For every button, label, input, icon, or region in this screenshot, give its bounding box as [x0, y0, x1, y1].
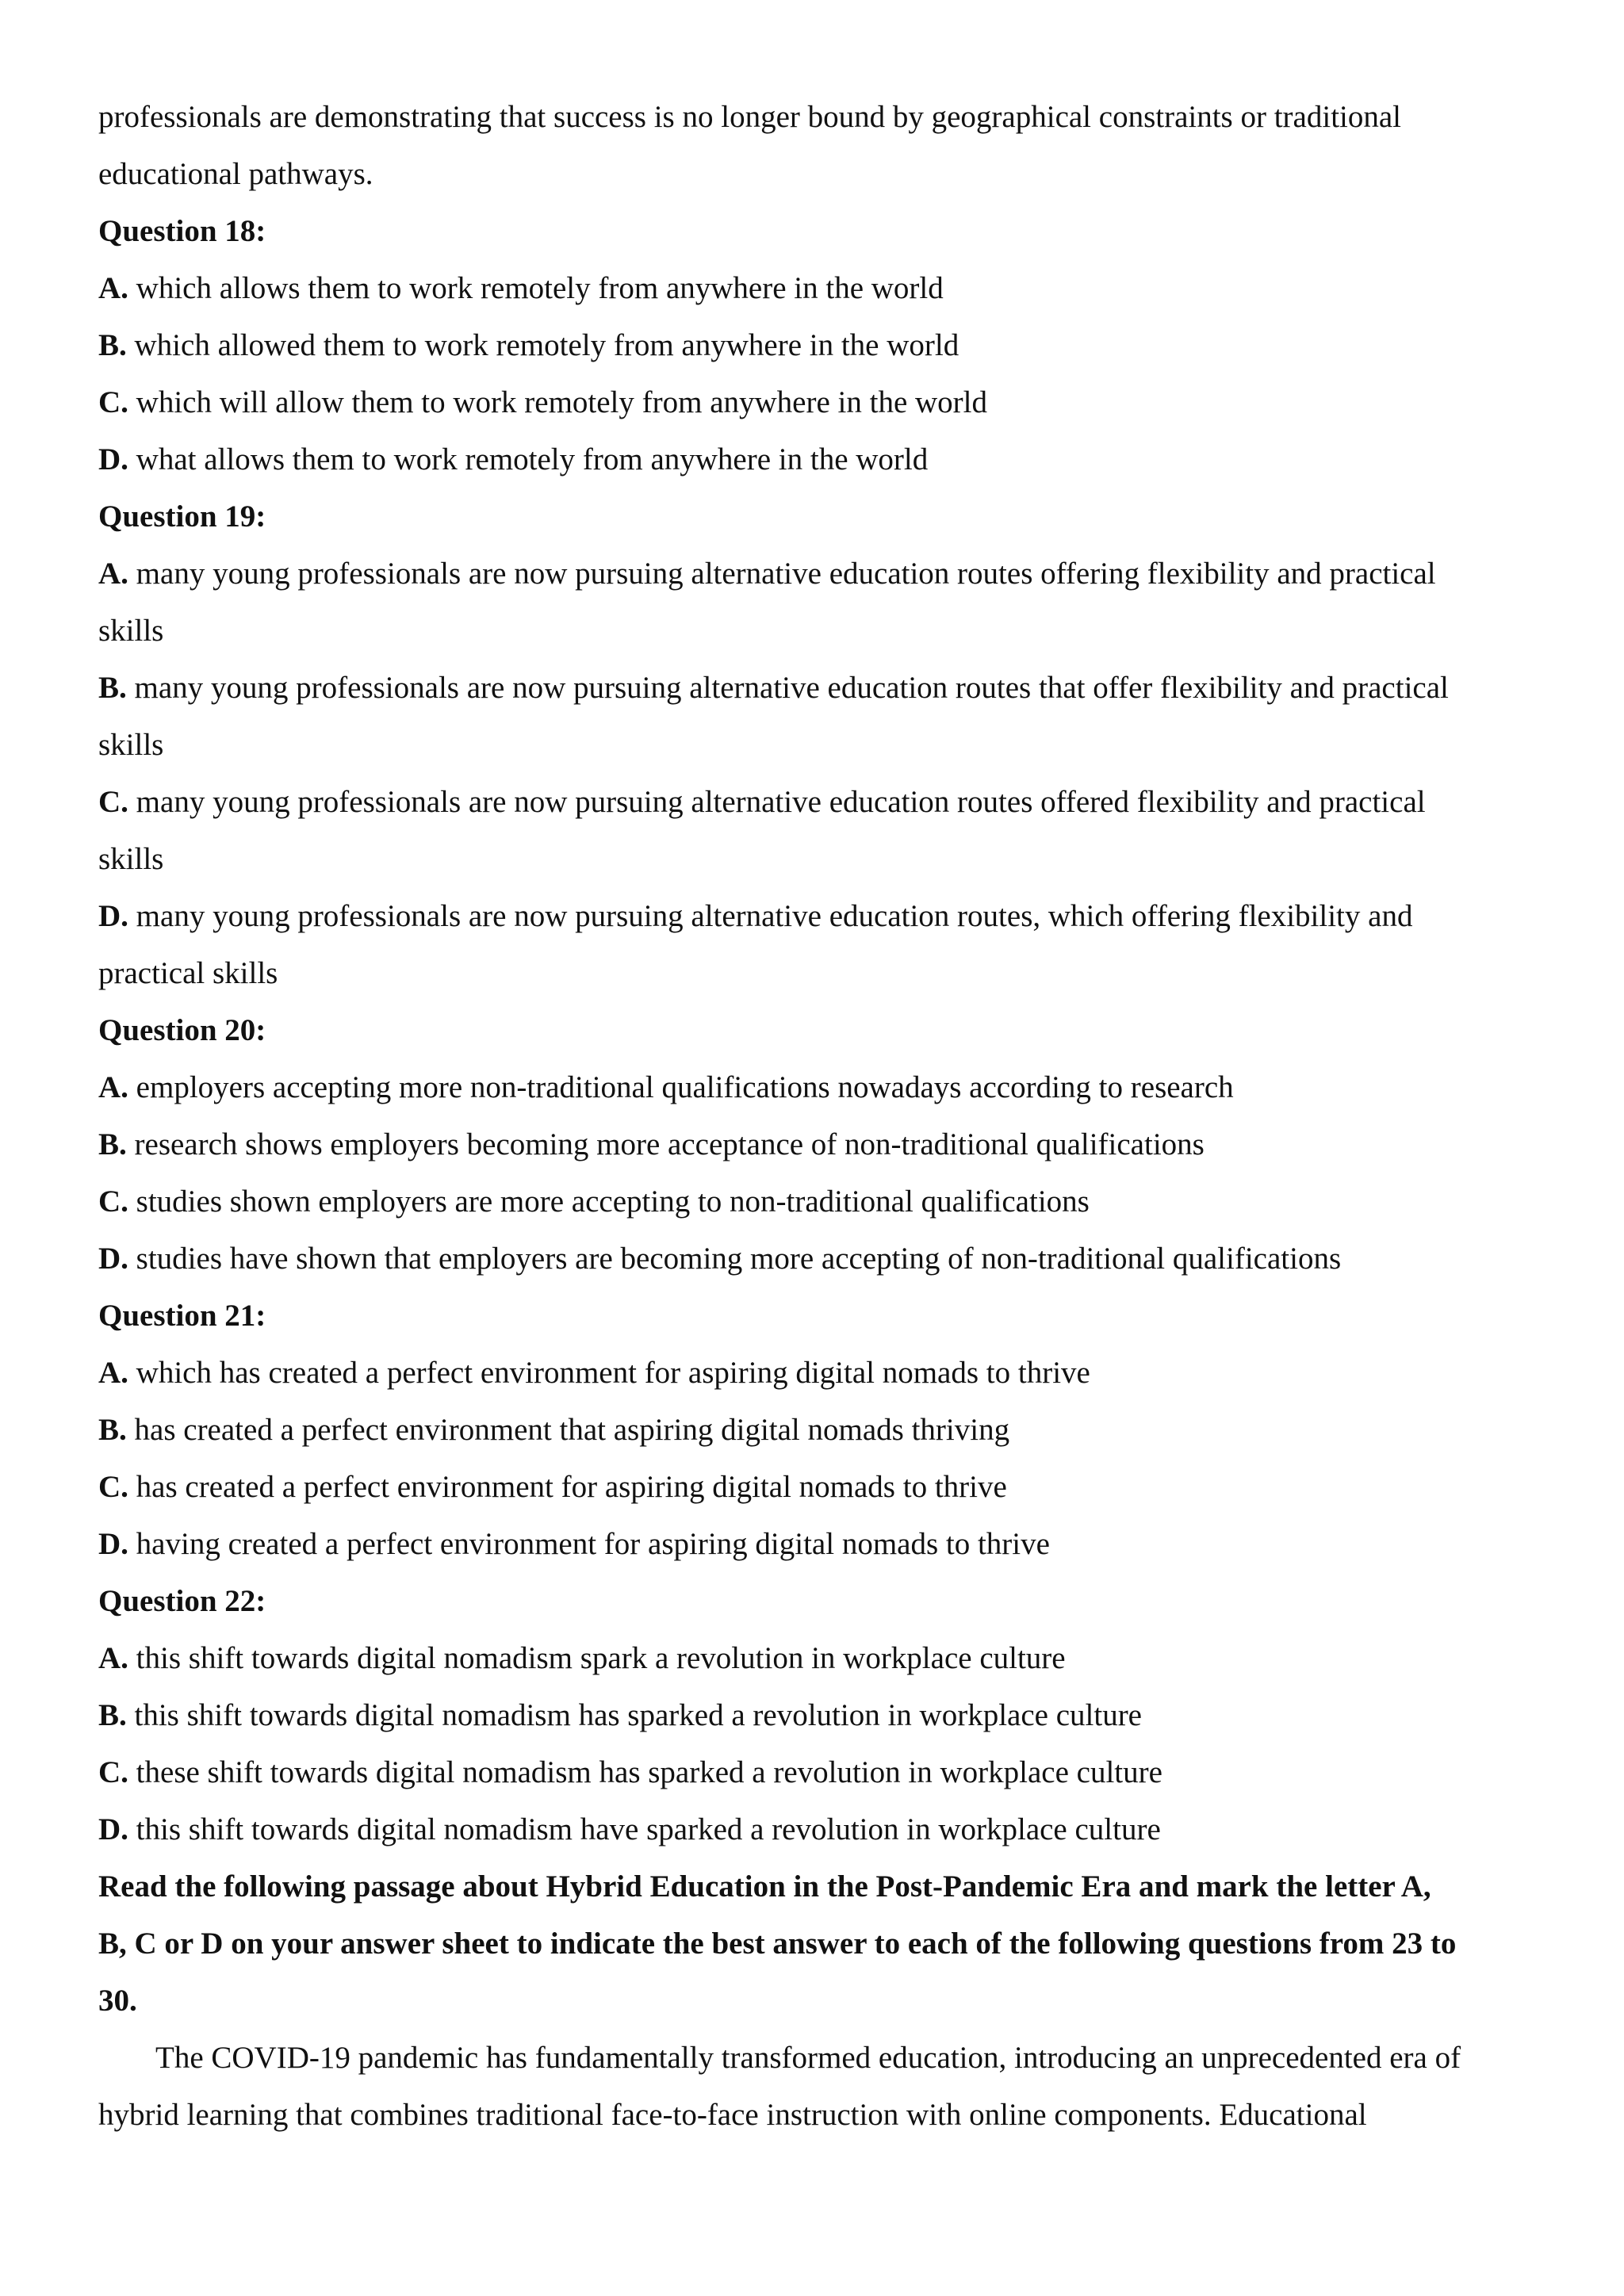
option-text-continued: skills	[98, 728, 164, 762]
instruction-line: B, C or D on your answer sheet to indicate the best answer to each of the following questions from 23 to	[98, 1927, 1457, 1961]
option-a	[98, 1630, 1549, 1687]
question-block	[98, 1288, 1549, 1573]
option-letter: C.	[98, 1755, 128, 1789]
instruction-line: 30.	[98, 1984, 137, 2018]
option-c	[98, 1459, 1549, 1516]
option-a	[98, 1059, 1549, 1116]
option-text-continued: skills	[98, 614, 164, 648]
question-block	[98, 1573, 1549, 1858]
option-text: many young professionals are now pursuing alternative education routes offering flexibility and practical	[136, 557, 1436, 591]
option-text: this shift towards digital nomadism have sparked a revolution in workplace culture	[136, 1812, 1161, 1846]
option-letter: B.	[98, 1127, 127, 1161]
passage-paragraph	[98, 2030, 1549, 2144]
document-body	[98, 89, 1549, 2144]
option-letter: A.	[98, 1070, 128, 1104]
option-text-continued: skills	[98, 842, 164, 876]
option-c	[98, 374, 1549, 431]
option-letter: B.	[98, 328, 127, 362]
option-text: research shows employers becoming more acceptance of non-traditional qualifications	[134, 1127, 1205, 1161]
question-heading: Question 18:	[98, 214, 266, 248]
option-letter: A.	[98, 557, 128, 591]
option-text: many young professionals are now pursuing alternative education routes offered flexibility and practical	[136, 785, 1426, 819]
option-text: this shift towards digital nomadism has sparked a revolution in workplace culture	[134, 1698, 1142, 1732]
text-line: educational pathways.	[98, 157, 373, 191]
question-heading: Question 22:	[98, 1584, 266, 1618]
option-text: this shift towards digital nomadism spark a revolution in workplace culture	[136, 1641, 1066, 1675]
option-d	[98, 1230, 1549, 1288]
intro-paragraph	[98, 89, 1549, 203]
option-c	[98, 774, 1549, 831]
question-heading: Question 19:	[98, 499, 266, 534]
option-text: what allows them to work remotely from anywhere in the world	[136, 442, 929, 476]
option-d	[98, 1801, 1549, 1858]
option-letter: B.	[98, 671, 127, 705]
question-block	[98, 488, 1549, 1002]
question-heading: Question 21:	[98, 1299, 266, 1333]
option-a	[98, 260, 1549, 317]
option-b	[98, 1116, 1549, 1173]
section-instruction	[98, 1858, 1549, 2030]
option-letter: C.	[98, 1184, 128, 1219]
passage-line: The COVID-19 pandemic has fundamentally transformed education, introducing an unprecedented era of	[155, 2041, 1461, 2075]
option-letter: A.	[98, 1641, 128, 1675]
option-letter: D.	[98, 1242, 128, 1276]
question-block	[98, 1002, 1549, 1288]
option-text: which has created a perfect environment for aspiring digital nomads to thrive	[136, 1356, 1090, 1390]
option-letter: C.	[98, 385, 128, 419]
question-heading: Question 20:	[98, 1013, 266, 1047]
option-text: studies shown employers are more accepting to non-traditional qualifications	[136, 1184, 1090, 1219]
option-text-continued: practical skills	[98, 956, 278, 990]
option-a	[98, 1345, 1549, 1402]
option-letter: D.	[98, 899, 128, 933]
option-letter: A.	[98, 1356, 128, 1390]
option-b	[98, 1402, 1549, 1459]
instruction-line: Read the following passage about Hybrid Education in the Post-Pandemic Era and mark the letter A,	[98, 1869, 1431, 1904]
option-a	[98, 545, 1549, 603]
option-text: many young professionals are now pursuing alternative education routes, which offering flexibility and	[136, 899, 1413, 933]
option-text: many young professionals are now pursuing alternative education routes that offer flexibility and practical	[134, 671, 1449, 705]
option-c	[98, 1173, 1549, 1230]
option-b	[98, 1687, 1549, 1744]
option-d	[98, 431, 1549, 488]
option-letter: B.	[98, 1698, 127, 1732]
option-text: having created a perfect environment for aspiring digital nomads to thrive	[136, 1527, 1050, 1561]
option-text: which allowed them to work remotely from anywhere in the world	[134, 328, 959, 362]
option-text: employers accepting more non-traditional qualifications nowadays according to research	[136, 1070, 1234, 1104]
option-text: studies have shown that employers are becoming more accepting of non-traditional qualifications	[136, 1242, 1342, 1276]
option-letter: B.	[98, 1413, 127, 1447]
option-text: has created a perfect environment that aspiring digital nomads thriving	[134, 1413, 1010, 1447]
option-b	[98, 660, 1549, 717]
option-d	[98, 888, 1549, 945]
option-text: which will allow them to work remotely from anywhere in the world	[136, 385, 987, 419]
passage-line: hybrid learning that combines traditional face-to-face instruction with online components. Educational	[98, 2098, 1367, 2132]
text-line: professionals are demonstrating that success is no longer bound by geographical constraints or traditional	[98, 100, 1402, 134]
question-block	[98, 203, 1549, 488]
option-text: which allows them to work remotely from anywhere in the world	[136, 271, 944, 305]
option-text: these shift towards digital nomadism has sparked a revolution in workplace culture	[136, 1755, 1162, 1789]
option-letter: C.	[98, 1470, 128, 1504]
option-letter: C.	[98, 785, 128, 819]
option-letter: D.	[98, 1527, 128, 1561]
option-letter: D.	[98, 1812, 128, 1846]
option-letter: D.	[98, 442, 128, 476]
option-letter: A.	[98, 271, 128, 305]
option-d	[98, 1516, 1549, 1573]
option-b	[98, 317, 1549, 374]
option-c	[98, 1744, 1549, 1801]
option-text: has created a perfect environment for aspiring digital nomads to thrive	[136, 1470, 1007, 1504]
